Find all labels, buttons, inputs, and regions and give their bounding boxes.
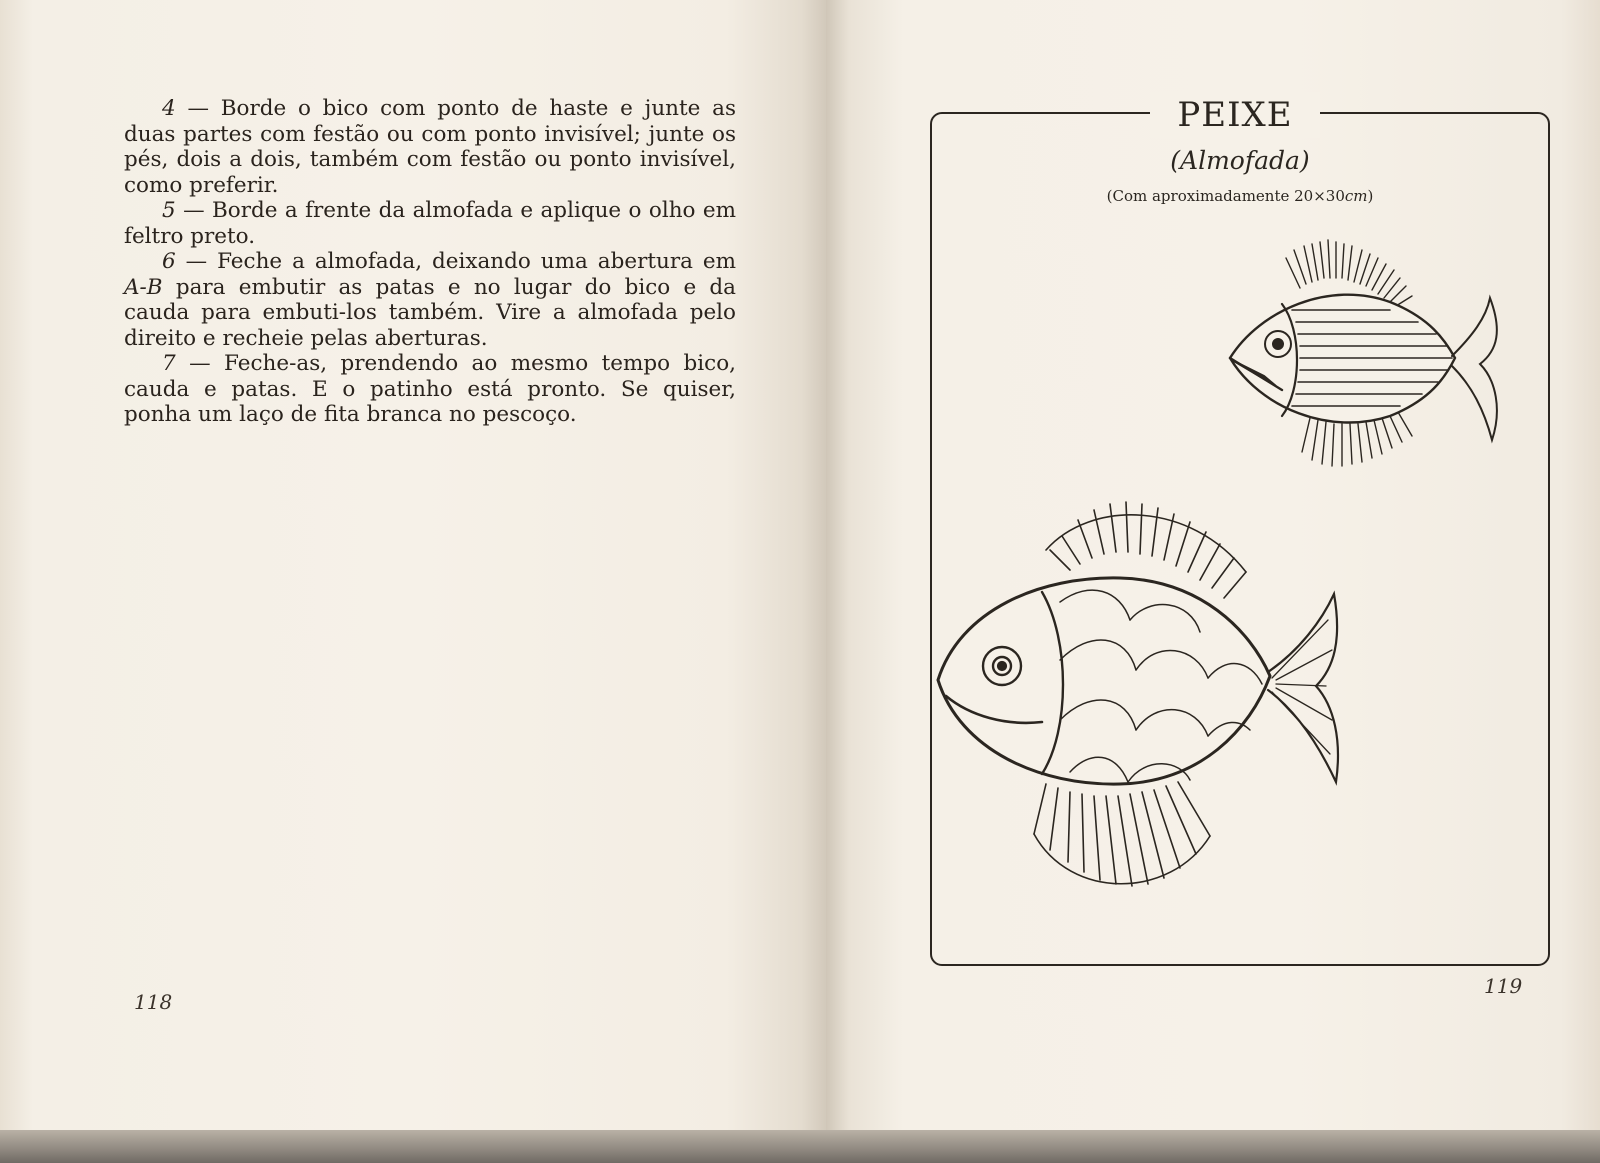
page-number-left: 118 [134,990,173,1014]
instruction-step-7: 7 — Feche-as, prendendo ao mesmo tempo bico, cauda e patas. E o patinho está pronto. Se quiser, ponha um laço de fita branca no pescoço. [124,351,736,427]
instructions-text [124,96,736,428]
instruction-step-4: 4 — Borde o bico com ponto de haste e junte as duas partes com festão ou com ponto invisível; junte os pés, dois a dois, também com festão ou ponto invisível, como preferir. [124,96,736,198]
pattern-subtitle: (Almofada) [1170,146,1310,175]
page-number-right: 119 [1484,974,1523,998]
instruction-step-6: 6 — Feche a almofada, deixando uma abertura em A-B para embutir as patas e no lugar do bico e da cauda para embuti-los também. Vire a almofada pelo direito e recheie pelas aberturas. [124,249,736,351]
striped-fish-illustration [1240,240,1530,480]
instruction-step-5: 5 — Borde a frente da almofada e aplique o olho em feltro preto. [124,198,736,249]
pattern-title: PEIXE [1150,92,1320,138]
scanner-edge [0,1130,1600,1163]
pattern-size-note: (Com aproximadamente 20×30cm) [1106,187,1374,205]
scaled-fish-illustration [950,500,1370,900]
